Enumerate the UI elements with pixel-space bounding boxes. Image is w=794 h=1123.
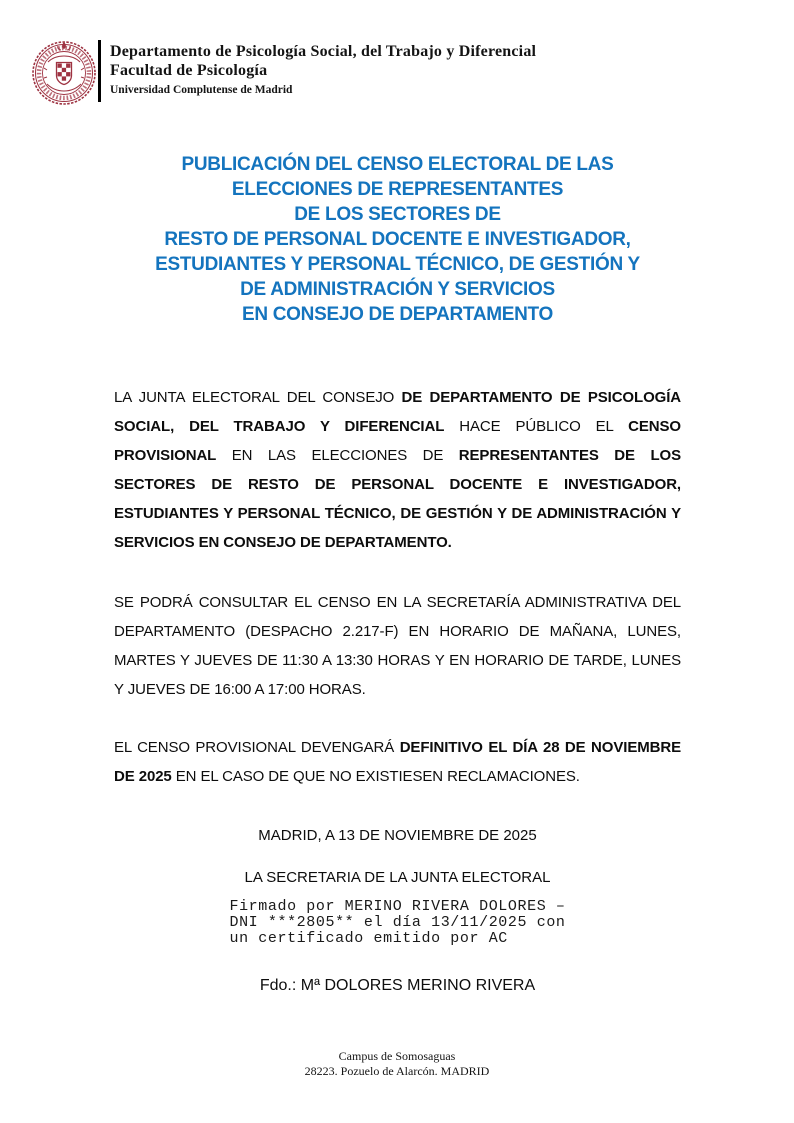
stamp-line: Firmado por MERINO RIVERA DOLORES – xyxy=(229,898,566,915)
letterhead-text xyxy=(110,42,536,97)
title-line: PUBLICACIÓN DEL CENSO ELECTORAL DE LAS xyxy=(181,154,614,175)
text-segment: EN EL CASO DE QUE NO EXISTIESEN RECLAMACIONES. xyxy=(171,768,580,785)
paragraph-census-announcement xyxy=(114,383,681,557)
paragraph-definitive-date xyxy=(114,733,681,791)
footer-city-line: 28223. Pozuelo de Alarcón. MADRID xyxy=(304,1064,490,1078)
text-segment: EL CENSO PROVISIONAL DEVENGARÁ xyxy=(114,739,400,756)
stamp-line: DNI ***2805** el día 13/11/2025 con xyxy=(229,914,566,931)
text-segment-bold: DEFINITIVO EL DÍA 28 DE NOVIEMBRE DE 2025 xyxy=(114,739,681,785)
signer-role-line: LA SECRETARIA DE LA JUNTA ELECTORAL xyxy=(244,869,551,886)
letterhead-university: Universidad Complutense de Madrid xyxy=(110,84,293,96)
text-segment-bold: REPRESENTANTES DE LOS SECTORES DE RESTO DE PERSONAL DOCENTE E INVESTIGADOR, ESTUDIANTES Y PERSONAL TÉCNICO, DE GESTIÓN Y DE ADMINISTRACIÓN Y SERVICIOS EN CONSEJO DE DEPARTAMENTO. xyxy=(114,447,681,551)
stamp-line: un certificado emitido por AC xyxy=(229,930,508,947)
text-segment: HACE PÚBLICO EL xyxy=(444,418,629,435)
digital-signature-stamp xyxy=(229,899,565,947)
title-line: DE LOS SECTORES DE xyxy=(294,204,501,225)
letterhead-faculty: Facultad de Psicología xyxy=(110,62,268,79)
document-title xyxy=(114,152,681,327)
letterhead-divider xyxy=(98,40,101,102)
ucm-seal-icon xyxy=(30,38,98,106)
title-line: EN CONSEJO DE DEPARTAMENTO xyxy=(241,304,554,325)
footer-address xyxy=(0,1049,794,1079)
footer-campus-line: Campus de Somosaguas xyxy=(338,1049,456,1063)
paragraph-consultation-schedule xyxy=(114,588,681,704)
title-line: ELECCIONES DE REPRESENTANTES xyxy=(231,179,564,200)
text-segment: LA JUNTA ELECTORAL DEL CONSEJO xyxy=(114,389,402,406)
text-segment: EN LAS ELECCIONES DE xyxy=(216,447,459,464)
place-date-line: MADRID, A 13 DE NOVIEMBRE DE 2025 xyxy=(258,827,537,844)
signed-by-line: Fdo.: Mª DOLORES MERINO RIVERA xyxy=(259,977,536,994)
title-line: ESTUDIANTES Y PERSONAL TÉCNICO, DE GESTIÓN Y xyxy=(155,254,640,275)
text-segment-bold: CENSO PROVISIONAL xyxy=(114,418,681,464)
title-line: RESTO DE PERSONAL DOCENTE E INVESTIGADOR, xyxy=(164,229,631,250)
letterhead xyxy=(30,38,536,106)
text-segment-bold: DE DEPARTAMENTO DE PSICOLOGÍA SOCIAL, DEL TRABAJO Y DIFERENCIAL xyxy=(114,389,681,435)
digital-signature-stamp-wrap xyxy=(114,899,681,947)
text-segment: SE PODRÁ CONSULTAR EL CENSO EN LA SECRETARÍA ADMINISTRATIVA DEL DEPARTAMENTO (DESPACHO 2.217-F) EN HORARIO DE MAÑANA, LUNES, MARTES Y JUEVES DE 11:30 A 13:30 HORAS Y EN HORARIO DE TARDE, LUNES Y JUEVES DE 16:00 A 17:00 HORAS. xyxy=(114,594,681,698)
title-line: DE ADMINISTRACIÓN Y SERVICIOS xyxy=(240,279,555,300)
letterhead-department: Departamento de Psicología Social, del Trabajo y Diferencial xyxy=(110,43,537,60)
